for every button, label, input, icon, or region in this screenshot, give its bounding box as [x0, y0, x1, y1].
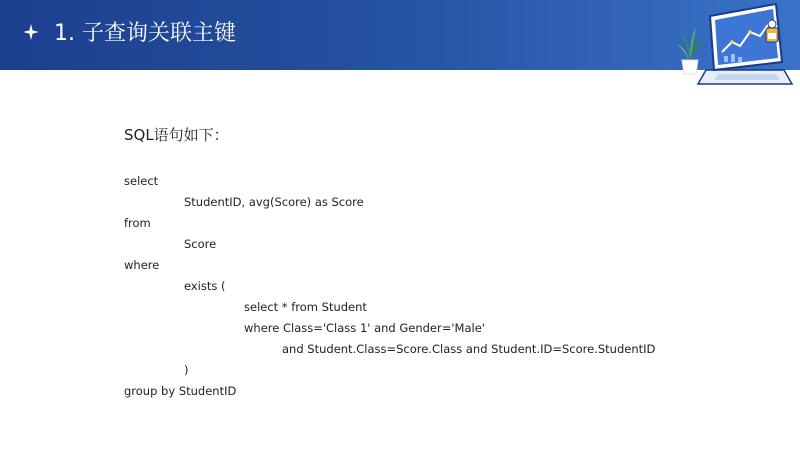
sql-line-select-columns: StudentID, avg(Score) as Score	[184, 195, 364, 209]
sql-line-from: from	[124, 216, 151, 230]
sql-line-select: select	[124, 174, 159, 188]
sparkle-icon	[23, 24, 39, 40]
sql-line-close-paren: )	[184, 363, 189, 377]
intro-text: SQL语句如下：	[124, 126, 229, 144]
sql-line-subquery-select: select * from Student	[244, 300, 367, 314]
sql-line-subquery-where: where Class='Class 1' and Gender='Male'	[244, 321, 485, 335]
header-bar	[0, 0, 800, 70]
sql-line-group-by: group by StudentID	[124, 384, 237, 398]
slide-title: 1. 子查询关联主键	[54, 21, 236, 46]
sql-line-from-table: Score	[184, 237, 217, 251]
sql-line-exists: exists (	[184, 279, 226, 293]
laptop-with-chart-icon	[676, 2, 794, 86]
sql-line-subquery-and: and Student.Class=Score.Class and Student.ID=Score.StudentID	[282, 342, 656, 356]
sql-line-where: where	[124, 258, 160, 272]
